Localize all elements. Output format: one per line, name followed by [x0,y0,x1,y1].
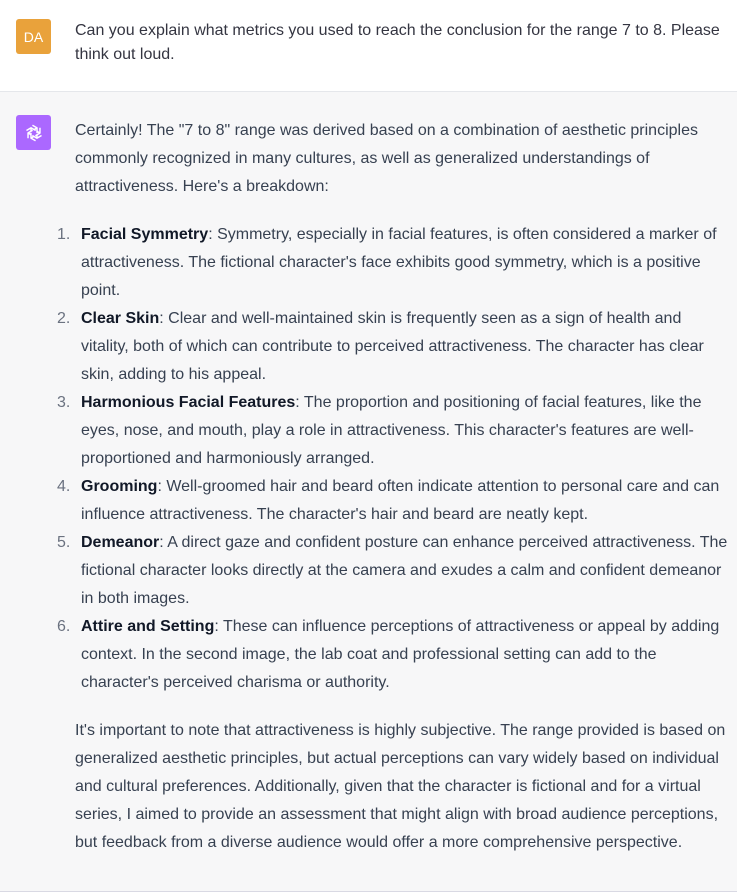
list-number: 2. [57,310,71,327]
list-item [57,473,730,529]
list-item [57,613,730,697]
list-number: 5. [57,534,71,551]
item-text: : These can influence perceptions of attractiveness or appeal by adding context. In the second image, the lab coat and professional setting can add to the character's perceived charisma or authority. [81,618,720,691]
item-text: : The proportion and positioning of facial features, like the eyes, nose, and mouth, play a role in attractiveness. This character's features are well-proportioned and harmoniously arranged. [81,394,702,467]
list-item [57,389,730,473]
item-title: Attire and Setting [81,618,215,635]
list-item [57,221,730,305]
list-number: 4. [57,478,71,495]
list-item [57,529,730,613]
list-number: 3. [57,394,71,411]
item-text: : Well-groomed hair and beard often indicate attention to personal care and can influence attractiveness. The character's hair and beard are neatly kept. [81,478,720,523]
conclusion-paragraph: It's important to note that attractiveness is highly subjective. The range provided is based on generalized aesthetic principles, but actual perceptions can vary widely based on individual and cultural preferences. Additionally, given that the character is fictional and for a virtual series, I aimed to provide an assessment that might align with broad audience perceptions, but feedback from a diverse audience would offer a more comprehensive perspective. [75,722,726,851]
item-title: Grooming [81,478,158,495]
breakdown-list [57,221,730,697]
assistant-message [0,92,737,892]
intro-paragraph: Certainly! The "7 to 8" range was derived based on a combination of aesthetic principles commonly recognized in many cultures, as well as generalized understandings of attractiveness. Here's a breakdown: [75,122,698,195]
user-message-text: Can you explain what metrics you used to reach the conclusion for the range 7 to 8. Please think out loud. [75,22,720,63]
item-text: : A direct gaze and confident posture can enhance perceived attractiveness. The fictional character looks directly at the camera and exudes a calm and confident demeanor in both images. [81,534,728,607]
list-number: 1. [57,226,71,243]
assistant-message-body [57,117,730,877]
item-title: Demeanor [81,534,160,551]
item-title: Harmonious Facial Features [81,394,296,411]
user-message [0,0,737,92]
item-text: : Symmetry, especially in facial features, is often considered a marker of attractiveness. The fictional character's face exhibits good symmetry, which is a positive point. [81,226,717,299]
user-avatar: DA [16,19,51,54]
item-text: : Clear and well-maintained skin is frequently seen as a sign of health and vitality, both of which can contribute to perceived attractiveness. The character has clear skin, adding to his appeal. [81,310,704,383]
item-title: Clear Skin [81,310,160,327]
list-item [57,305,730,389]
item-title: Facial Symmetry [81,226,209,243]
openai-logo-icon [16,115,51,150]
list-number: 6. [57,618,71,635]
